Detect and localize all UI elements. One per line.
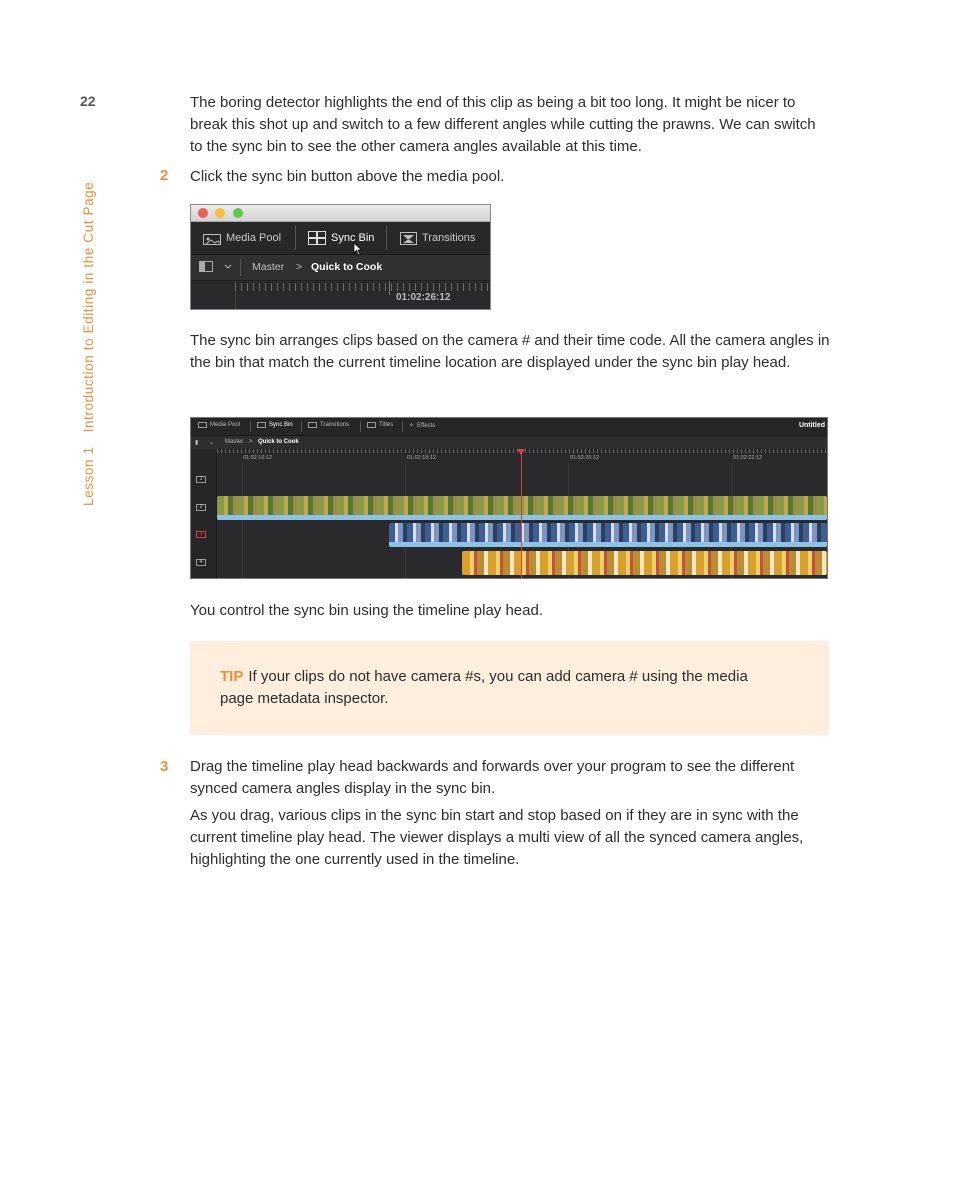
ruler-timecode: 01:02:16:12 [243,455,273,461]
sidebar-toggle-icon[interactable]: ▮ [195,440,199,446]
effects-icon: ✧ [409,423,415,429]
media-pool-button[interactable] [198,422,240,428]
bin-path-bar [191,436,827,450]
page-number: 22 [80,93,96,109]
transitions-button[interactable] [400,222,475,254]
media-pool-label: Media Pool [226,232,282,244]
video-clip[interactable] [217,496,827,520]
track-4-icon[interactable]: 4 [196,559,206,566]
titles-button[interactable] [367,422,393,428]
breadcrumb-separator: > [249,439,253,445]
sync-bin-button[interactable] [308,222,374,254]
breadcrumb-master[interactable]: Master [225,439,244,445]
sync-bin-button[interactable] [257,422,293,428]
minimize-window-icon[interactable] [215,208,225,218]
paragraph-sync-bin: The sync bin arranges clips based on the camera # and their time code. All the camera angles in the bin that match the current timeline location are displayed under the sync bin play head. [190,332,830,371]
step-text: Click the sync bin button above the media pool. [190,168,505,185]
window-titlebar [191,205,490,222]
step-text: Drag the timeline play head backwards and forwards over your program to see the different synced camera angles display in the sync bin. [190,758,795,797]
effects-button[interactable] [409,422,435,429]
chevron-down-icon[interactable]: ⌄ [209,440,215,446]
transitions-icon [308,422,317,428]
sync-bin-screenshot [190,417,828,579]
paragraph-intro: The boring detector highlights the end of this clip as being a bit too long. It might be nicer to break this shot up and switch to a few different angles while cutting the prawns. We can switch to the sync bin to see the other camera angles available at this time. [190,94,816,155]
sidebar-toggle-icon[interactable] [199,261,213,272]
transitions-label: Transitions [422,232,476,244]
track-3-icon[interactable]: 3 [196,531,206,538]
ruler-timecode: 01:02:22:12 [733,455,763,461]
bin-path-bar [191,255,490,281]
tip-box [190,641,829,735]
transitions-icon [400,232,417,245]
tip-text: If your clips do not have camera #s, you can add camera # using the media page metadata inspector. [220,668,748,707]
sync-bin-icon [308,231,326,245]
sync-bin-label: Sync Bin [269,422,293,428]
breadcrumb-current[interactable]: Quick to Cook [311,261,383,273]
track-2-icon[interactable]: 2 [196,504,206,511]
media-pool-icon [198,422,207,428]
sync-bin-button-screenshot [190,204,491,310]
media-pool-icon [203,232,221,245]
playhead-handle-icon[interactable] [517,449,525,455]
mouse-cursor-icon [353,242,363,256]
effects-label: Effects [417,422,436,429]
project-title: Untitled [798,422,825,429]
media-pool-button[interactable] [203,222,281,254]
ruler-timecode: 01:02:18:12 [407,455,437,461]
breadcrumb-separator: > [296,261,303,273]
transitions-button[interactable] [308,422,349,428]
playhead[interactable] [521,449,522,578]
transitions-label: Transitions [320,422,350,428]
track-headers [191,449,217,578]
video-clip[interactable] [389,523,827,547]
panel-tabs [191,222,490,255]
titles-icon [367,422,376,428]
sync-bin-label: Sync Bin [331,232,375,244]
chevron-down-icon[interactable] [224,264,232,270]
breadcrumb-current[interactable]: Quick to Cook [258,439,299,445]
ruler-timecode: 01:02:20:12 [570,455,600,461]
track-1-icon[interactable]: 1 [196,476,206,483]
media-pool-label: Media Pool [210,422,241,428]
zoom-window-icon[interactable] [233,208,243,218]
step-number: 3 [160,758,169,775]
running-header [81,146,96,506]
video-clip[interactable] [462,551,827,575]
chapter-title: Introduction to Editing in the Cut Page [81,181,96,433]
ruler-timecode: 01:02:26:12 [396,292,451,303]
timeline-ruler[interactable] [191,281,490,310]
close-window-icon[interactable] [198,208,208,218]
sync-bin-icon [257,422,266,428]
lesson-label: Lesson 1 [81,446,96,506]
paragraph-playhead: You control the sync bin using the timeline play head. [190,602,544,619]
step-number: 2 [160,167,169,184]
paragraph-drag: As you drag, various clips in the sync bin start and stop based on if they are in sync with the current timeline play head. The viewer displays a multi view of all the synced camera angles, highlighting the one currently used in the timeline. [190,807,804,868]
panel-tabs [191,418,827,436]
titles-label: Titles [379,422,394,428]
tip-label: TIP [220,668,244,685]
breadcrumb-master[interactable]: Master [252,261,285,273]
